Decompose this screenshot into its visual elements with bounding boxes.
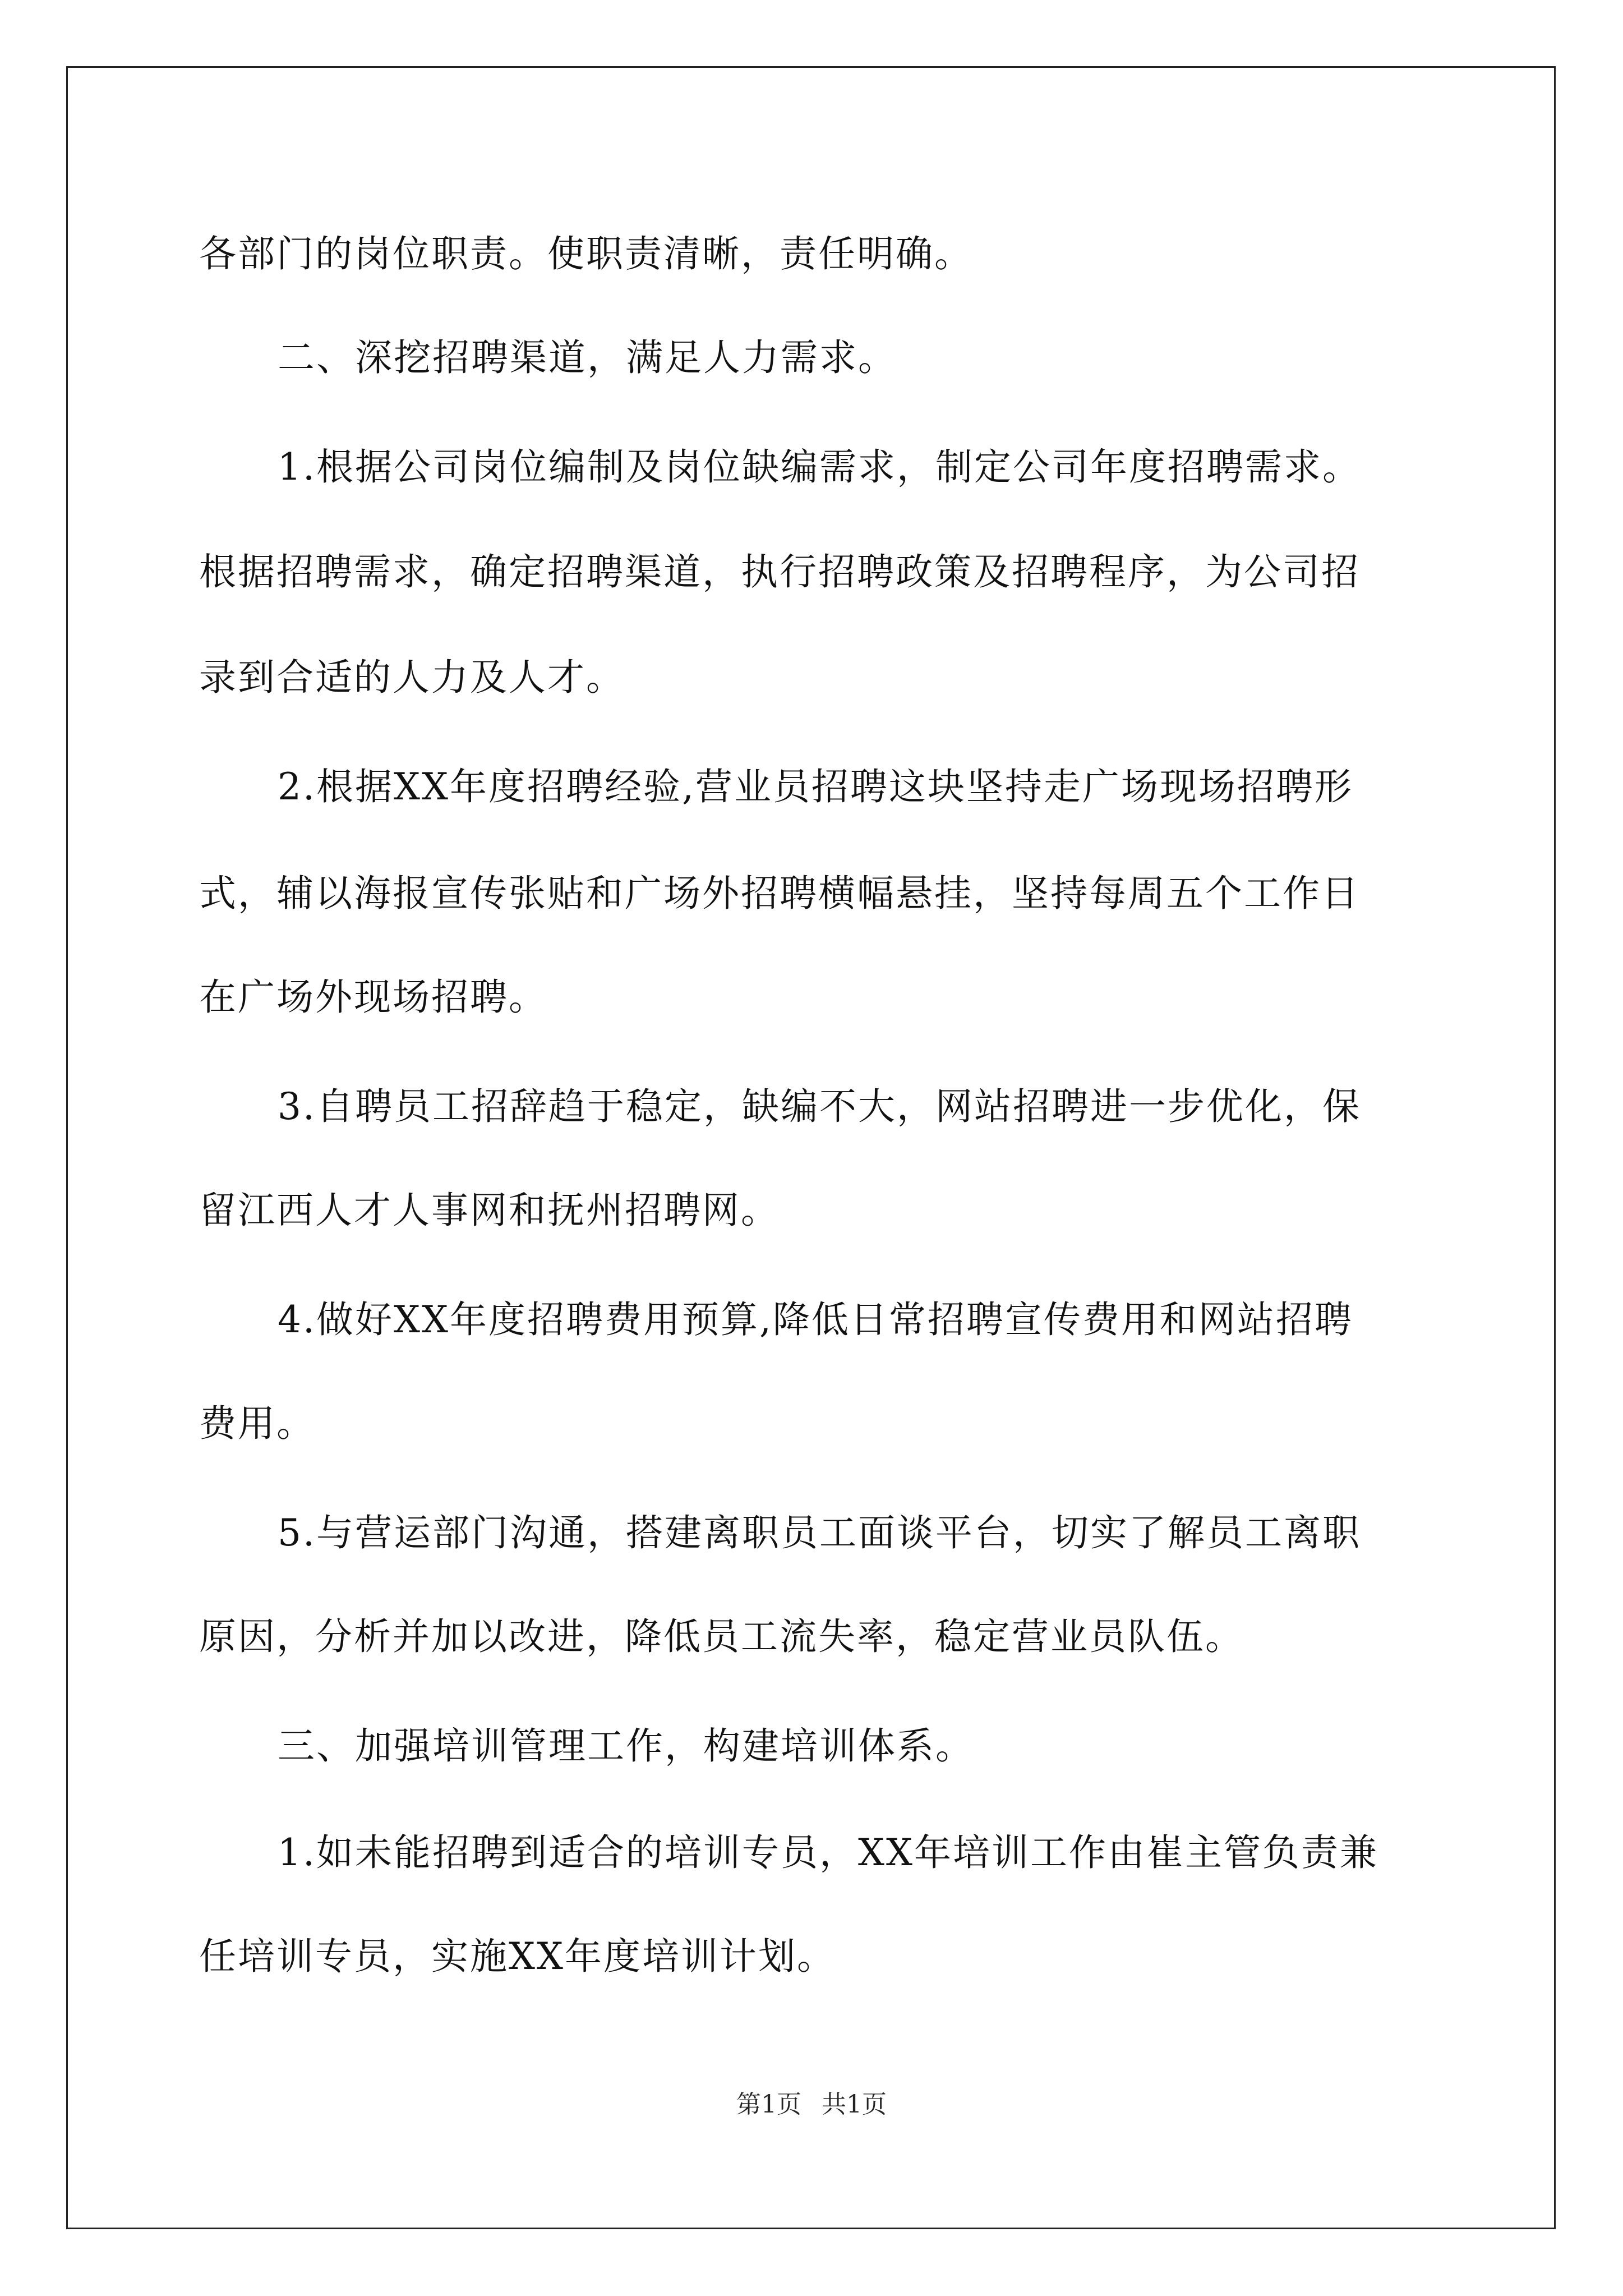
text-line: 原因，分析并加以改进，降低员工流失率，稳定营业员队伍。: [199, 1615, 1244, 1658]
text-line: 任培训专员，实施XX年度培训计划。: [199, 1935, 836, 1978]
text-line: 根据招聘需求，确定招聘渠道，执行招聘政策及招聘程序，为公司招: [199, 550, 1360, 593]
page-footer: [0, 2092, 1623, 2117]
text-line: 1.如未能招聘到适合的培训专员，XX年培训工作由崔主管负责兼: [278, 1831, 1378, 1874]
section-heading: 二、深挖招聘渠道，满足人力需求。: [278, 336, 897, 379]
section-heading: 三、加强培训管理工作，构建培训体系。: [278, 1724, 974, 1768]
text-line: 2.根据XX年度招聘经验,营业员招聘这块坚持走广场现场招聘形: [278, 765, 1353, 808]
text-line: 各部门的岗位职责。使职责清晰，责任明确。: [199, 232, 973, 275]
text-line: 留江西人才人事网和抚州招聘网。: [199, 1189, 780, 1232]
text-line: 3.自聘员工招辞趋于稳定，缺编不大，网站招聘进一步优化，保: [278, 1085, 1361, 1128]
page-border: [66, 66, 1556, 2229]
page-number: 第1页: [736, 2090, 801, 2119]
text-line: 录到合适的人力及人才。: [199, 656, 625, 699]
text-line: 5.与营运部门沟通，搭建离职员工面谈平台，切实了解员工离职: [278, 1511, 1361, 1554]
text-line: 费用。: [199, 1402, 315, 1445]
text-line: 在广场外现场招聘。: [199, 976, 547, 1019]
text-line: 4.做好XX年度招聘费用预算,降低日常招聘宣传费用和网站招聘: [278, 1298, 1353, 1341]
page-total: 共1页: [822, 2090, 887, 2119]
text-line: 式，辅以海报宣传张贴和广场外招聘横幅悬挂，坚持每周五个工作日: [199, 872, 1360, 915]
text-line: 1.根据公司岗位编制及岗位缺编需求，制定公司年度招聘需求。: [278, 445, 1361, 489]
